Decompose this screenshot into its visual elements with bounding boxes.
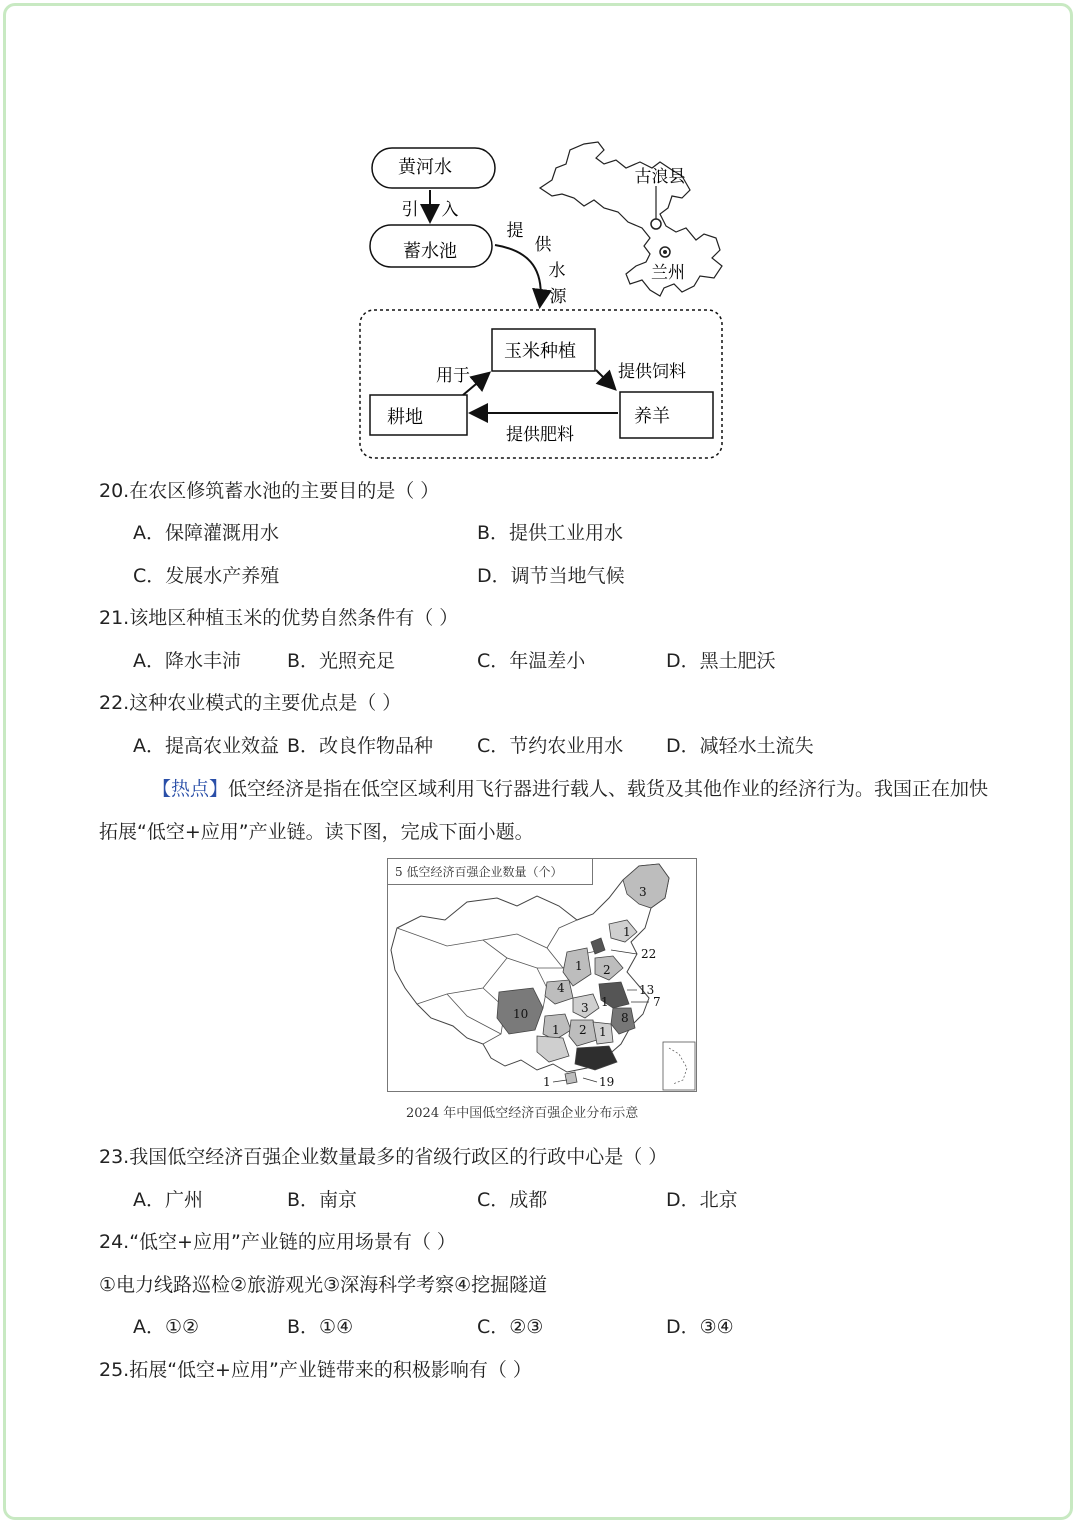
svg-text:提: 提 [506,221,524,241]
svg-text:供: 供 [534,235,552,255]
map-value-label: 1 [552,1023,560,1037]
q20-option-c[interactable]: C．发展水产养殖 [133,565,280,587]
q22-option-a[interactable]: A．提高农业效益 [133,735,279,757]
map-legend: 5 低空经济百强企业数量（个） [395,865,563,879]
county-label: 古浪县 [634,167,686,187]
agriculture-flow-diagram [355,135,735,465]
q22-option-d[interactable]: D．减轻水土流失 [666,735,814,757]
question-23: 23.我国低空经济百强企业数量最多的省级行政区的行政中心是（ ） [99,1146,668,1168]
q24-statements: ①电力线路巡检②旅游观光③深海科学考察④挖掘隧道 [99,1274,548,1296]
province-hainan [565,1072,577,1084]
hot-intro-line2: 拓展“低空+应用”产业链。读下图，完成下面小题。 [99,821,534,843]
q20-option-d[interactable]: D．调节当地气候 [477,565,625,587]
farmland-label: 耕地 [387,407,423,428]
q21-option-b[interactable]: B．光照充足 [287,650,396,672]
map-value-label: 2 [579,1023,587,1037]
corn-label: 玉米种植 [504,341,576,362]
q20-option-a[interactable]: A．保障灌溉用水 [133,522,279,544]
svg-text:引: 引 [401,200,419,220]
q24-option-c[interactable]: C．②③ [477,1316,544,1338]
q23-option-a[interactable]: A．广州 [133,1189,203,1211]
svg-text:水: 水 [548,261,566,281]
map-value-label: 4 [557,981,565,995]
svg-text:提供饲料: 提供饲料 [618,362,686,382]
svg-text:提供肥料: 提供肥料 [506,425,574,445]
question-25: 25.拓展“低空+应用”产业链带来的积极影响有（ ） [99,1359,532,1381]
question-20: 20.在农区修筑蓄水池的主要目的是（ ） [99,480,440,502]
sheep-label: 养羊 [634,406,670,427]
county-marker [651,219,661,229]
map-value-label: 2 [603,963,611,977]
q21-option-d[interactable]: D．黑土肥沃 [666,650,776,672]
map-value-label: 1 [601,995,609,1009]
q21-option-c[interactable]: C．年温差小 [477,650,586,672]
map-value-label: 22 [641,947,657,961]
map-value-label: 13 [639,983,655,997]
q21-option-a[interactable]: A．降水丰沛 [133,650,241,672]
q22-option-b[interactable]: B．改良作物品种 [287,735,434,757]
map-value-label: 8 [621,1011,629,1025]
city-label: 兰州 [651,263,685,283]
map-value-label: 3 [581,1001,589,1015]
hot-tag: 【热点】 [152,778,229,800]
map-value-label: 3 [639,885,647,899]
map-value-label: 7 [653,995,661,1009]
svg-text:用于: 用于 [436,366,470,386]
map-caption: 2024 年中国低空经济百强企业分布示意 [406,1106,639,1121]
q23-option-c[interactable]: C．成都 [477,1189,548,1211]
question-21: 21.该地区种植玉米的优势自然条件有（ ） [99,607,459,629]
china-low-altitude-map [387,858,697,1092]
q24-option-b[interactable]: B．①④ [287,1316,354,1338]
source-label: 黄河水 [398,157,452,178]
question-22: 22.这种农业模式的主要优点是（ ） [99,692,402,714]
q22-option-c[interactable]: C．节约农业用水 [477,735,624,757]
reservoir-label: 蓄水池 [403,241,457,262]
south-china-sea-inset [663,1042,695,1090]
svg-text:入: 入 [441,200,459,220]
map-value-label: 1 [543,1075,551,1089]
map-value-label: 1 [575,959,583,973]
q24-option-d[interactable]: D．③④ [666,1316,734,1338]
map-value-label: 10 [513,1007,529,1021]
map-value-label: 1 [599,1025,607,1039]
hot-intro-line1: 【热点】低空经济是指在低空区域利用飞行器进行载人、载货及其他作业的经济行为。我国正在加快 [152,778,989,800]
gansu-map [540,142,722,296]
q24-option-a[interactable]: A．①② [133,1316,200,1338]
q23-option-b[interactable]: B．南京 [287,1189,358,1211]
svg-text:源: 源 [549,287,567,307]
map-value-label: 1 [623,925,631,939]
q23-option-d[interactable]: D．北京 [666,1189,738,1211]
q20-option-b[interactable]: B．提供工业用水 [477,522,624,544]
map-value-label: 19 [599,1075,615,1089]
question-24: 24.“低空+应用”产业链的应用场景有（ ） [99,1231,456,1253]
